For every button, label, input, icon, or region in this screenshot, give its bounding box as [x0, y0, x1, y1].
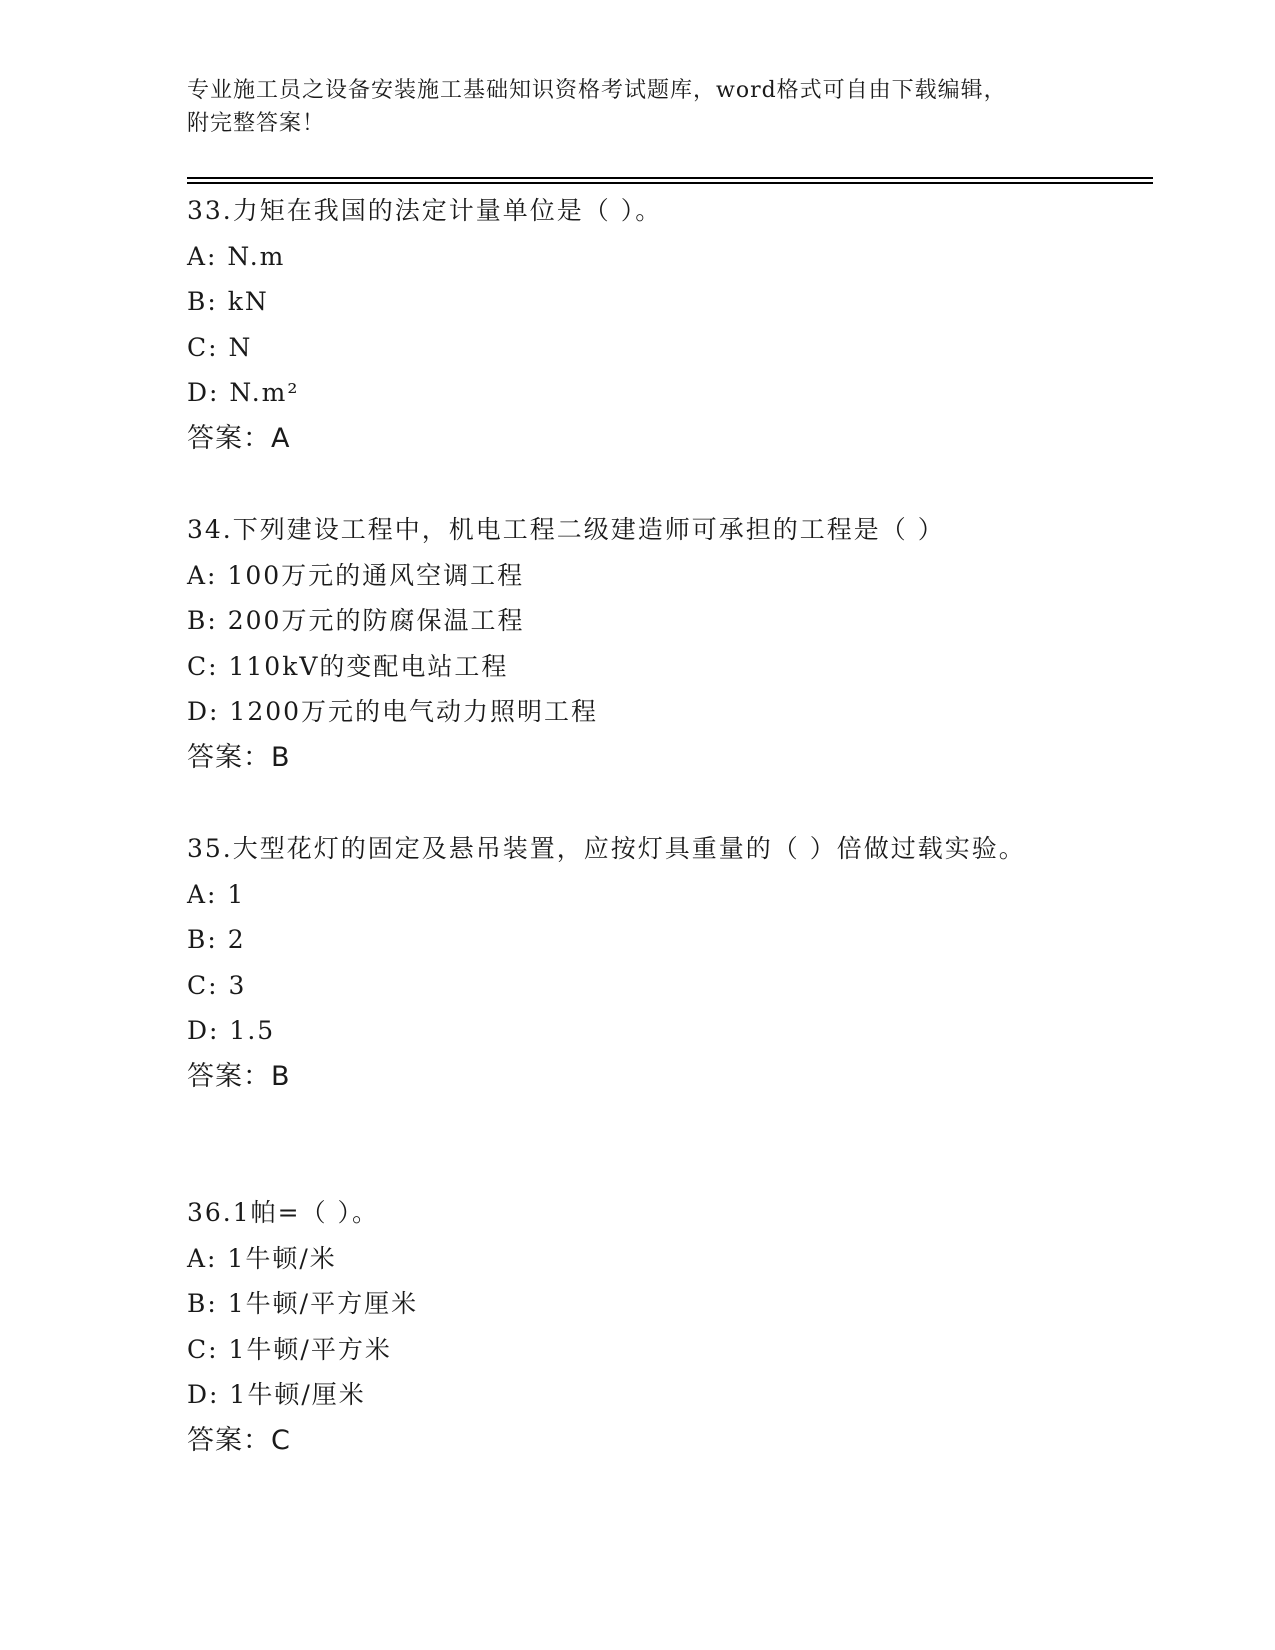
question-36: [187, 1190, 1087, 1463]
question-stem: 34.下列建设工程中，机电工程二级建造师可承担的工程是（ ）: [187, 515, 945, 544]
option-d: D: 1200万元的电气动力照明工程: [187, 697, 599, 726]
option-c: C: 3: [187, 970, 247, 1000]
question-34: [187, 507, 1087, 780]
document-header: [187, 74, 1067, 140]
option-a: A: N.m: [187, 241, 286, 271]
question-33: [187, 188, 1087, 461]
question-stem: 33.力矩在我国的法定计量单位是（ ）。: [187, 196, 663, 225]
header-line-1: 专业施工员之设备安装施工基础知识资格考试题库，word格式可自由下载编辑，: [187, 78, 1007, 103]
option-b: B: 2: [187, 925, 246, 954]
option-a: A: 1牛顿/米: [187, 1243, 337, 1273]
option-a: A: 100万元的通风空调工程: [187, 560, 525, 590]
answer-line: 答案：B: [187, 741, 291, 773]
option-c: C: 1牛顿/平方米: [187, 1334, 392, 1364]
option-b: B: kN: [187, 287, 269, 316]
option-d: D: 1牛顿/厘米: [187, 1380, 366, 1409]
option-d: D: N.m²: [187, 378, 300, 407]
option-d: D: 1.5: [187, 1016, 276, 1045]
option-b: B: 200万元的防腐保温工程: [187, 606, 525, 635]
question-stem: 35.大型花灯的固定及悬吊装置，应按灯具重量的（ ）倍做过载实验。: [187, 834, 1026, 863]
header-divider-bottom: [187, 182, 1153, 184]
answer-line: 答案：A: [187, 422, 291, 454]
option-c: C: 110kV的变配电站工程: [187, 651, 509, 681]
header-divider-top: [187, 177, 1153, 179]
option-c: C: N: [187, 332, 253, 362]
option-a: A: 1: [187, 879, 246, 909]
option-b: B: 1牛顿/平方厘米: [187, 1289, 419, 1318]
answer-line: 答案：B: [187, 1060, 291, 1092]
question-35: [187, 826, 1087, 1099]
question-stem: 36.1帕=（ ）。: [187, 1198, 380, 1227]
answer-line: 答案：C: [187, 1424, 291, 1456]
header-line-2: 附完整答案！: [187, 111, 326, 136]
